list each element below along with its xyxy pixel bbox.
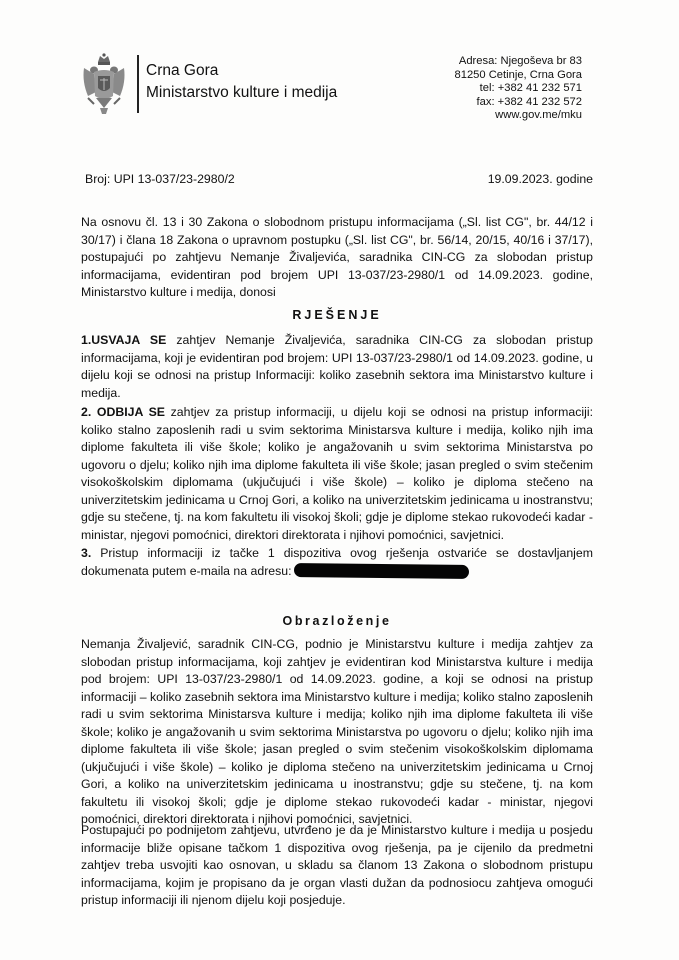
decision-item-2-lead: 2. ODBIJA SE xyxy=(81,405,165,419)
address-phone: tel: +382 41 232 571 xyxy=(479,82,582,95)
header-divider xyxy=(137,55,139,113)
reasoning-paragraph-1: Nemanja Živaljević, saradnik CIN-CG, podnio je Ministarstvu kulture i medija zahtjev za slobodan pristup informacijama, koji zahtjev je evidentiran kod Ministarstva kulture i medija pod brojem: UPI 13-037/23-2980/1 od 14.09.2023. godine, a koji se odnosi na pristup informaciji – koliko zasebnih sektora ima Ministarstvo kulture i medija; koliko stalno zaposlenih radi u svim sektorima Ministarsva kulture i medija; koliko njih ima diplome fakulteta ili više škole; koliko je angažovanih u svim sektorima Ministarstva po ugovoru o djelu; koliko njih ima diplome fakulteta ili više škole; jasan pregled o svim stečenim visokoškolskim diplomama (ukjučujući i više škole) – koliko je diploma stečeno na univerzitetskim jedinicama u Crnoj Gori, a koliko na univerzitetskim jedinicama u inostranstvu; gdje su stečene, tj. na kom fakultetu ili visokoj školi; gdje je diplome stekao rukovodeći kadar - ministar, njegovi pomoćnici, direktori direktorata i njihovi pomoćnici, savjetnici. xyxy=(81,637,593,826)
address-website: www.gov.me/mku xyxy=(495,109,582,122)
country-name: Crna Gora xyxy=(146,62,219,79)
decision-item-3-lead: 3. xyxy=(81,546,92,560)
decision-title: RJEŠENJE xyxy=(292,308,382,322)
ministry-name: Ministarstvo kulture i medija xyxy=(146,84,338,101)
decision-item-1 xyxy=(81,332,593,402)
decision-item-2 xyxy=(81,404,593,544)
reasoning-title: Obrazloženje xyxy=(282,614,392,628)
address-city: 81250 Cetinje, Crna Gora xyxy=(454,68,582,81)
address-street: Adresa: Njegoševa br 83 xyxy=(458,55,582,67)
document-date: 19.09.2023. godine xyxy=(487,172,593,186)
decision-item-1-lead: 1.USVAJA SE xyxy=(81,333,167,347)
contact-address-block xyxy=(455,55,583,123)
montenegro-coat-of-arms-icon xyxy=(80,52,128,116)
reasoning-paragraph-2: Postupajući po podnijetom zahtjevu, utvrđeno je da je Ministarstvo kulture i medija u posjedu informacije bliže opisane tačkom 1 dispozitiva ovog rješenja, pa je cijenilo da predmetni zahtjev treba usvojiti kao osnovan, u skladu sa članom 13 Zakona o slobodnom pristupu informacijama, kojim je propisano da je organ vlasti dužan da podnosiocu zahtjeva omogući pristup informaciji ili njenom dijelu koji posjeduje. xyxy=(81,823,593,907)
decision-item-1-text: zahtjev Nemanje Živaljevića, saradnika CIN-CG za slobodan pristup informacijama, koji je evidentiran pod brojem: UPI 13-037/23-2980/1 od 14.09.2023. godine, u dijelu koji se odnosi na pristup Informaciji: koliko zasebnih sektora ima Ministarstvo kulture i medija. xyxy=(81,333,594,400)
redacted-email xyxy=(293,563,468,579)
decision-item-2-text: zahtjev za pristup informaciji, u dijelu koji se odnosi na pristup informaciji: koliko stalno zaposlenih radi u svim sektorima Ministarsva kulture i medija, koliko njih ima diplome fakulteta ili više škole; koliko je angažovanih u svim sektorima Ministarstva po ugovoru o djelu; koliko njih ima diplome fakulteta ili više škole; jasan pregled o svim stečenim visokoškolskim diplomama (ukjučujući i više škole) – koliko je diploma stečeno na univerzitetskim jedinicama u Crnoj Gori, a koliko na univerzitetskim jedinicama u inostranstvu; gdje su stečene, tj. na kom fakultetu ili visokoj školi; gdje je diplome stekao rukovodeći kadar - ministar, njegovi pomoćnici, direktori direktorata i njihovi pomoćnici, savjetnici. xyxy=(81,405,593,542)
intro-paragraph: Na osnovu čl. 13 i 30 Zakona o slobodnom pristupu informacijama („Sl. list CG", br. 44/12 i 30/17) i člana 18 Zakona o upravnom postupku („Sl. list CG", br. 56/14, 20/15, 40/16 i 37/17), postupajući po zahtjevu Nemanje Živaljevića, saradnika CIN-CG za slobodan pristup informacijama, evidentiran pod brojem UPI 13-037/23-2980/1 od 14.09.2023. godine, Ministarstvo kulture i medija, donosi xyxy=(81,215,593,299)
document-meta-row xyxy=(85,172,593,186)
decision-item-3 xyxy=(81,545,593,580)
organization-block xyxy=(146,60,337,104)
address-fax: fax: +382 41 232 572 xyxy=(476,95,582,108)
decision-item-3-text: Pristup informaciji iz tačke 1 dispozitiva ovog rješenja ostvariće se dostavljanjem dokumenata putem e-maila na adresu: xyxy=(81,546,593,578)
document-number: Broj: UPI 13-037/23-2980/2 xyxy=(85,172,235,186)
